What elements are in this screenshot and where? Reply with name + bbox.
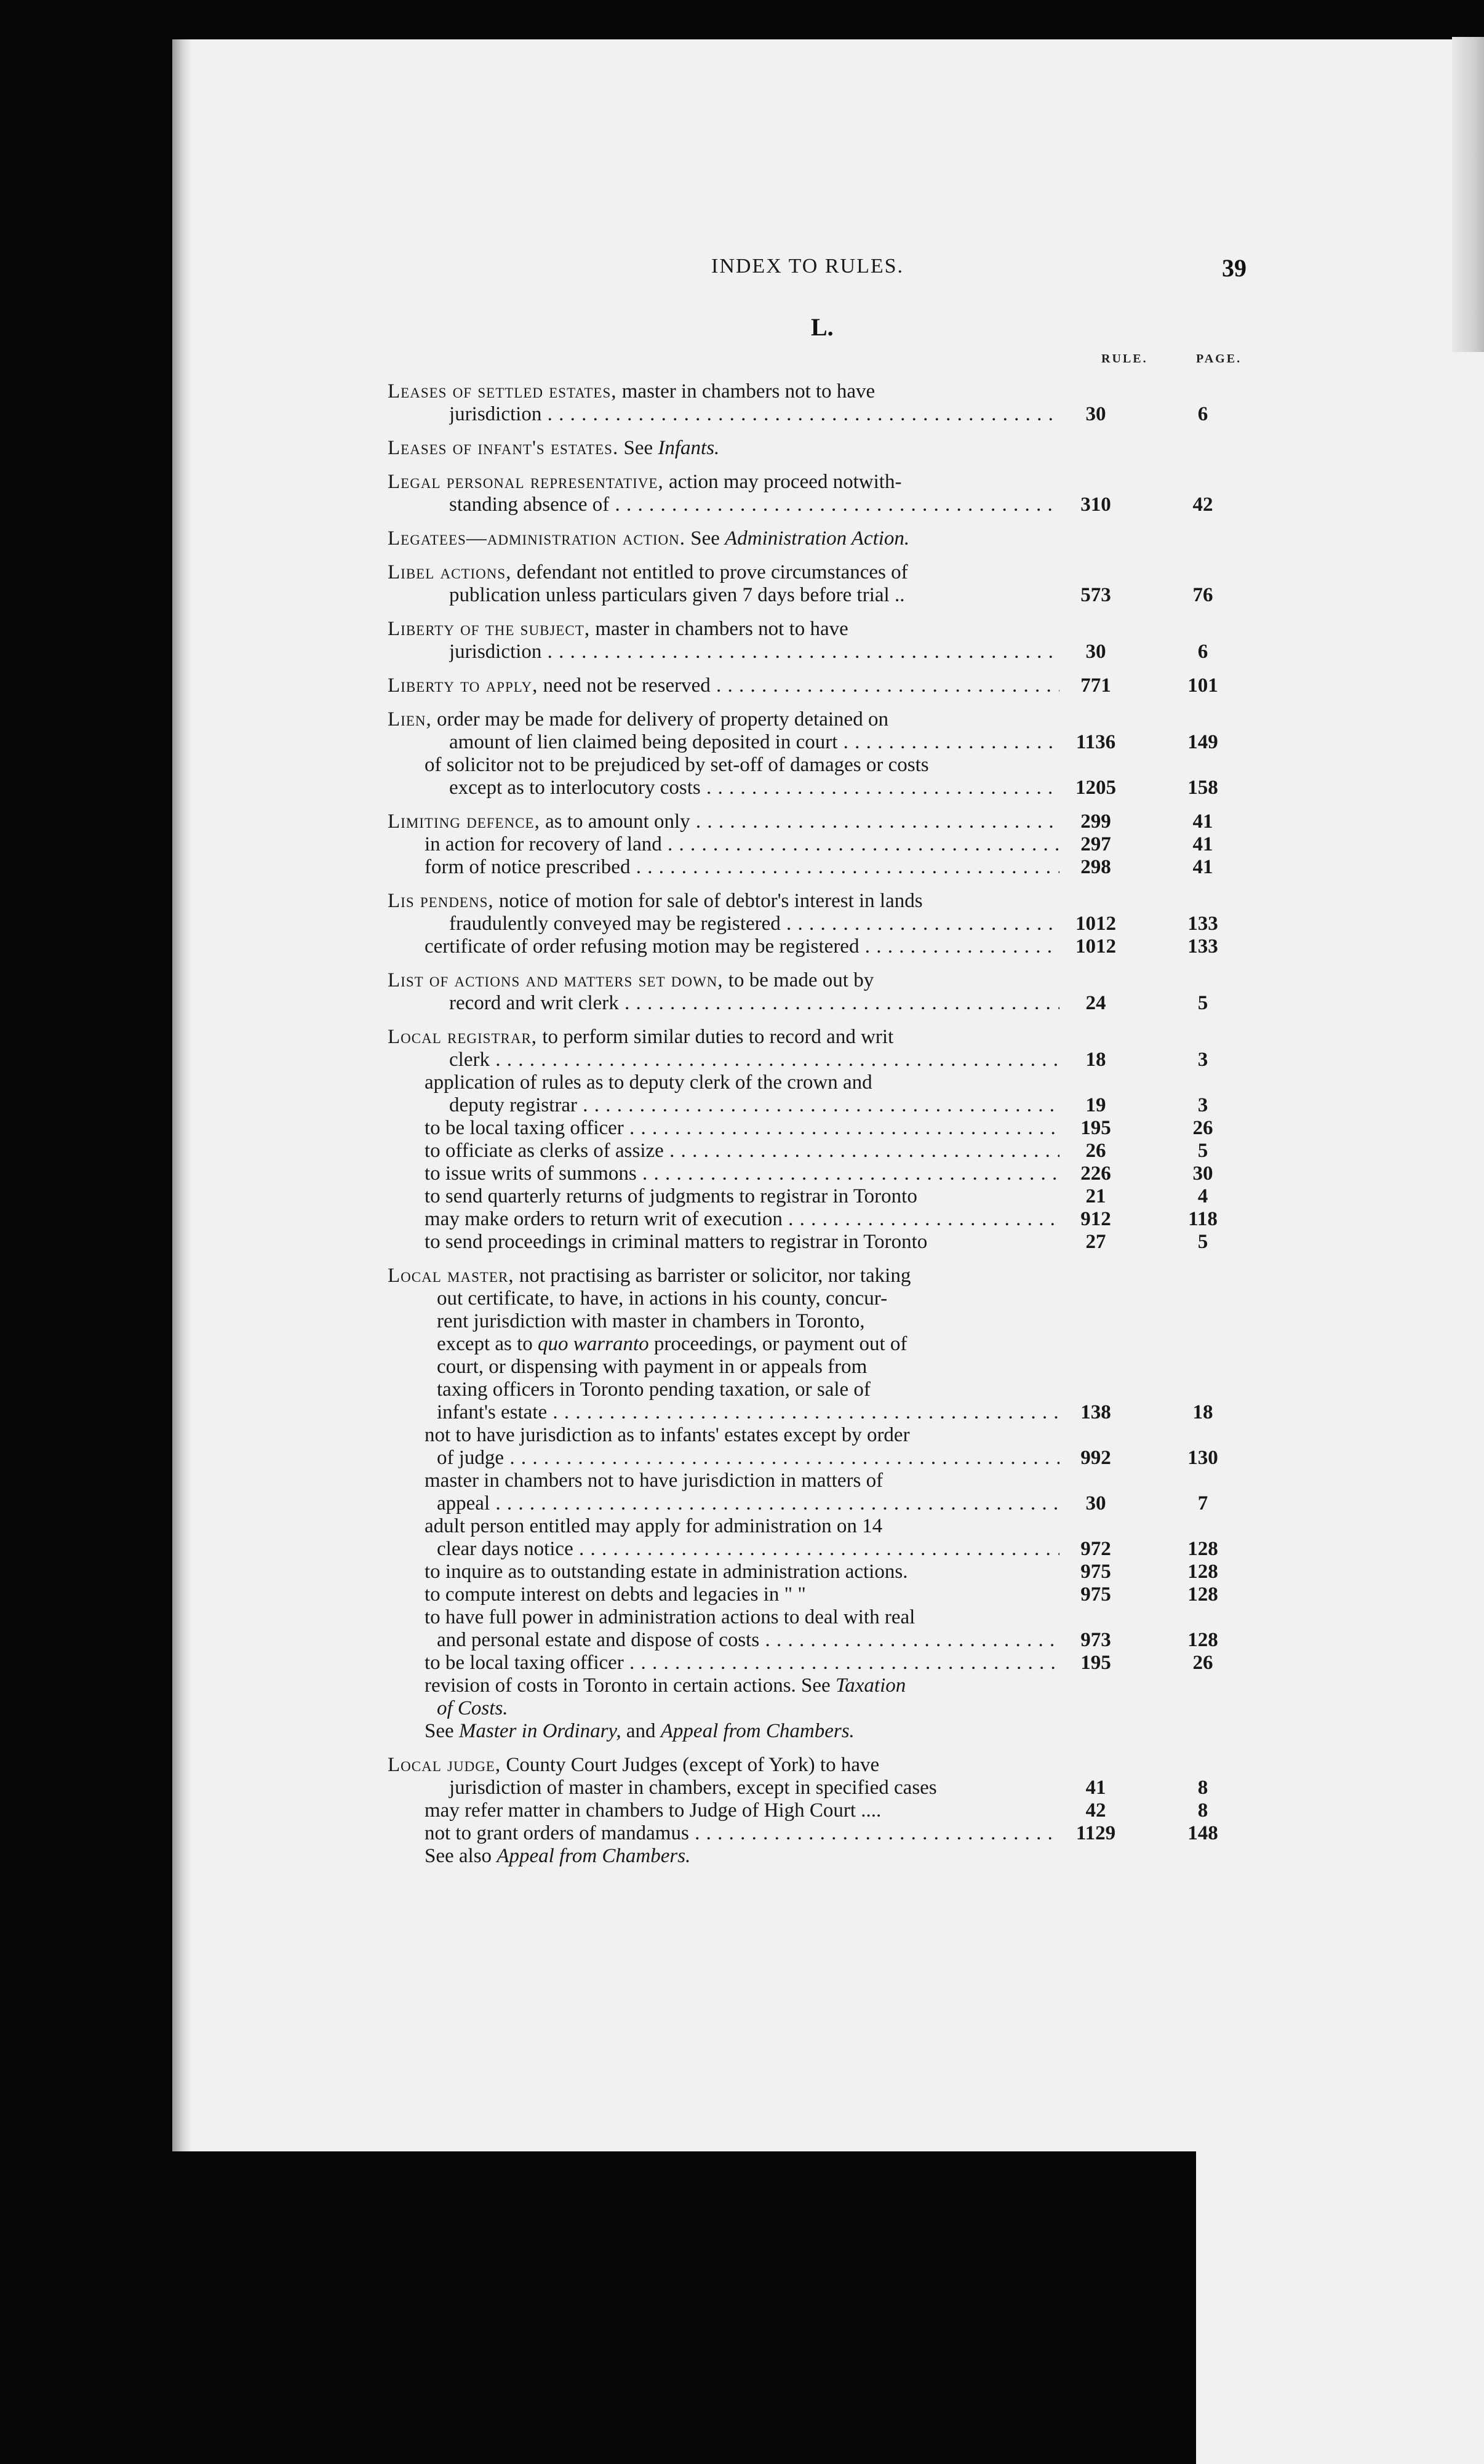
index-line xyxy=(388,618,1274,641)
index-line xyxy=(388,584,1274,607)
page-reference: 76 xyxy=(1192,584,1213,606)
entry-text: proceedings, or payment out of xyxy=(648,1333,908,1355)
page-reference: 5 xyxy=(1197,1140,1208,1162)
index-line xyxy=(388,641,1274,663)
index-line xyxy=(388,1845,1274,1868)
rule-number: 41 xyxy=(1085,1777,1106,1799)
index-line-text xyxy=(425,1515,1059,1538)
entry-text: jurisdiction xyxy=(449,641,542,663)
page-reference: 18 xyxy=(1192,1401,1213,1423)
rule-number: 972 xyxy=(1080,1538,1111,1560)
entry-heading: Local registrar, xyxy=(388,1026,538,1048)
rule-number: 573 xyxy=(1080,584,1111,606)
index-line-text xyxy=(449,1094,1059,1117)
entry-text: to send proceedings in criminal matters to registrar in Toronto xyxy=(425,1231,928,1253)
page-gutter-shadow xyxy=(172,39,191,2151)
entry-text: revision of costs in Toronto in certain actions. See xyxy=(425,1674,836,1697)
entry-text: out certificate, to have, in actions in his county, concur- xyxy=(437,1287,888,1310)
index-line xyxy=(388,1310,1274,1333)
index-line-text xyxy=(449,494,1059,516)
entry-text: master in chambers not to have jurisdiction in matters of xyxy=(425,1470,884,1492)
index-line xyxy=(388,1754,1274,1777)
entry-text: except as to interlocutory costs xyxy=(449,777,701,799)
page-reference: 42 xyxy=(1192,494,1213,516)
index-line xyxy=(388,1208,1274,1231)
entry-heading: List of actions and matters set down, xyxy=(388,969,724,991)
entry-text: fraudulently conveyed may be registered xyxy=(449,913,781,935)
entry-text: may make orders to return writ of execution xyxy=(425,1208,783,1230)
rule-number: 226 xyxy=(1080,1162,1111,1185)
entry-heading: Lis pendens, xyxy=(388,890,494,912)
entry-text: to officiate as clerks of assize xyxy=(425,1140,664,1162)
entry-text: to be local taxing officer xyxy=(425,1117,624,1139)
rule-number: 138 xyxy=(1080,1401,1111,1423)
rule-number: 912 xyxy=(1080,1208,1111,1230)
entry-text: County Court Judges (except of York) to have xyxy=(501,1754,880,1776)
index-line-text xyxy=(437,1447,1059,1470)
index-line-text xyxy=(388,380,1059,403)
entry-text: infant's estate xyxy=(437,1401,548,1423)
rule-number: 1136 xyxy=(1075,731,1116,753)
entry-text: amount of lien claimed being deposited in court xyxy=(449,731,838,753)
section-letter: L. xyxy=(811,313,834,341)
index-line xyxy=(388,1674,1274,1697)
index-line xyxy=(388,1117,1274,1140)
entry-cross-reference: Appeal from Chambers. xyxy=(497,1845,691,1867)
index-line xyxy=(388,810,1274,833)
page-reference: 118 xyxy=(1188,1208,1218,1230)
index-line-text xyxy=(388,969,1059,992)
page-reference: 7 xyxy=(1197,1492,1208,1514)
index-line xyxy=(388,1515,1274,1538)
page-reference: 6 xyxy=(1197,641,1208,663)
index-line-text xyxy=(425,1561,1059,1583)
index-line-text xyxy=(425,1799,1059,1822)
rule-number: 19 xyxy=(1085,1094,1106,1116)
entry-text: standing absence of xyxy=(449,494,610,516)
page-reference: 41 xyxy=(1192,856,1213,878)
rule-number: 298 xyxy=(1080,856,1111,878)
rule-number: 975 xyxy=(1080,1583,1111,1606)
index-line-text xyxy=(449,403,1059,426)
running-header: INDEX TO RULES. xyxy=(711,255,904,278)
rule-number: 771 xyxy=(1080,674,1111,697)
index-line-text xyxy=(388,890,1059,913)
entry-text: to be made out by xyxy=(723,969,874,991)
rule-number: 299 xyxy=(1080,810,1111,833)
entry-cross-reference: Taxation xyxy=(835,1674,906,1697)
entry-text: clerk xyxy=(449,1049,490,1071)
index-line-text xyxy=(388,527,1059,550)
entry-text: See xyxy=(618,437,658,459)
entry-text: certificate of order refusing motion may be registered xyxy=(425,935,860,958)
entry-text: jurisdiction of master in chambers, except in specified cases xyxy=(449,1777,937,1799)
index-line-text xyxy=(449,641,1059,663)
entry-text: defendant not entitled to prove circumstances of xyxy=(511,561,908,583)
index-line xyxy=(388,1447,1274,1470)
entry-text: See xyxy=(425,1720,459,1742)
index-line xyxy=(388,1185,1274,1208)
index-line xyxy=(388,1231,1274,1254)
index-line xyxy=(388,856,1274,879)
index-line-text xyxy=(437,1538,1059,1561)
index-line-text xyxy=(388,810,1059,833)
index-line xyxy=(388,1026,1274,1049)
index-line-text xyxy=(425,1185,1059,1208)
index-line-text xyxy=(449,731,1059,754)
page-reference: 6 xyxy=(1197,403,1208,425)
page-reference: 5 xyxy=(1197,992,1208,1014)
entry-text: master in chambers not to have xyxy=(590,618,848,640)
entry-text: of judge xyxy=(437,1447,505,1469)
index-line-text xyxy=(425,1231,1059,1254)
entry-heading: Legatees—administration action. xyxy=(388,527,685,550)
page-reference: 41 xyxy=(1192,833,1213,855)
page-reference: 5 xyxy=(1197,1231,1208,1253)
index-line-text xyxy=(437,1378,1059,1401)
index-line xyxy=(388,1265,1274,1287)
index-line xyxy=(388,1583,1274,1606)
page-reference: 128 xyxy=(1187,1561,1218,1583)
entry-heading: Liberty of the subject, xyxy=(388,618,591,640)
index-line xyxy=(388,1140,1274,1162)
entry-heading: Liberty to apply, xyxy=(388,674,538,697)
index-line xyxy=(388,708,1274,731)
entry-text: application of rules as to deputy clerk of the crown and xyxy=(425,1071,872,1094)
page-reference: 128 xyxy=(1187,1583,1218,1606)
entry-cross-reference: quo warranto xyxy=(538,1333,649,1355)
entry-cross-reference: Infants. xyxy=(658,437,720,459)
index-line-text xyxy=(425,1117,1059,1140)
index-line-text xyxy=(425,1606,1059,1629)
rule-number: 24 xyxy=(1085,992,1106,1014)
entry-heading: Limiting defence, xyxy=(388,810,540,833)
index-line-text xyxy=(388,471,1059,494)
entry-text: taxing officers in Toronto pending taxation, or sale of xyxy=(437,1378,871,1401)
entry-text: to send quarterly returns of judgments to registrar in Toronto xyxy=(425,1185,917,1207)
index-line-text xyxy=(388,1265,1059,1287)
index-line xyxy=(388,1287,1274,1310)
entry-text: form of notice prescribed xyxy=(425,856,631,878)
page-reference: 3 xyxy=(1197,1049,1208,1071)
index-line-text xyxy=(437,1333,1059,1356)
entry-text: to compute interest on debts and legacies in " " xyxy=(425,1583,806,1606)
index-line-text xyxy=(425,1652,1059,1674)
entry-text: to inquire as to outstanding estate in administration actions. xyxy=(425,1561,908,1583)
page-reference: 130 xyxy=(1187,1447,1218,1469)
index-line-text xyxy=(449,777,1059,799)
index-line xyxy=(388,731,1274,754)
index-line-text xyxy=(425,1845,1059,1868)
entry-text: to be local taxing officer xyxy=(425,1652,624,1674)
index-line-text xyxy=(425,1822,1059,1845)
index-line xyxy=(388,1470,1274,1492)
entry-text: master in chambers not to have xyxy=(616,380,876,402)
index-line-text xyxy=(425,1583,1059,1606)
index-line-text xyxy=(388,1754,1059,1777)
rule-number: 21 xyxy=(1085,1185,1106,1207)
entry-text: not to have jurisdiction as to infants' estates except by order xyxy=(425,1424,910,1446)
rule-number: 297 xyxy=(1080,833,1111,855)
entry-heading: Local judge, xyxy=(388,1754,501,1776)
index-line-text xyxy=(425,856,1059,879)
index-line xyxy=(388,1652,1274,1674)
entry-cross-reference: of Costs. xyxy=(437,1697,508,1719)
index-line xyxy=(388,1094,1274,1117)
index-line-text xyxy=(425,935,1059,958)
page-reference: 158 xyxy=(1187,777,1218,799)
index-line xyxy=(388,674,1274,697)
index-line xyxy=(388,969,1274,992)
index-line-text xyxy=(425,754,1059,777)
index-line xyxy=(388,890,1274,913)
index-line xyxy=(388,833,1274,856)
index-line-text xyxy=(388,618,1059,641)
page-column-header: PAGE. xyxy=(1196,352,1484,2464)
entry-text: See xyxy=(685,527,725,550)
index-line-text xyxy=(388,561,1059,584)
entry-text: may refer matter in chambers to Judge of High Court .... xyxy=(425,1799,882,1822)
page-reference: 101 xyxy=(1187,674,1218,697)
index-line-text xyxy=(449,1049,1059,1071)
index-line xyxy=(388,1492,1274,1515)
rule-number: 27 xyxy=(1085,1231,1106,1253)
index-line-text xyxy=(425,1674,1059,1697)
page-reference: 128 xyxy=(1187,1629,1218,1651)
index-entries xyxy=(388,369,1274,1868)
page-reference: 4 xyxy=(1197,1185,1208,1207)
page-number: 39 xyxy=(1222,254,1247,282)
rule-number: 30 xyxy=(1085,403,1106,425)
entry-text: clear days notice xyxy=(437,1538,573,1560)
index-line xyxy=(388,1401,1274,1424)
page-reference: 41 xyxy=(1192,810,1213,833)
index-line xyxy=(388,992,1274,1015)
index-line-text xyxy=(437,1629,1059,1652)
rule-number: 30 xyxy=(1085,641,1106,663)
index-line-text xyxy=(449,584,1059,607)
page-reference: 133 xyxy=(1187,935,1218,958)
index-line-text xyxy=(425,1162,1059,1185)
entry-text: See also xyxy=(425,1845,497,1867)
page-reference: 8 xyxy=(1197,1777,1208,1799)
entry-text: to have full power in administration actions to deal with real xyxy=(425,1606,916,1628)
entry-text: to perform similar duties to record and writ xyxy=(537,1026,894,1048)
entry-text: rent jurisdiction with master in chambers in Toronto, xyxy=(437,1310,865,1332)
rule-number: 30 xyxy=(1085,1492,1106,1514)
entry-cross-reference: Master in Ordinary, xyxy=(458,1720,621,1742)
rule-number: 195 xyxy=(1080,1652,1111,1674)
page-reference: 26 xyxy=(1192,1117,1213,1139)
index-line-text xyxy=(388,674,1059,697)
index-line xyxy=(388,1049,1274,1071)
index-line xyxy=(388,1378,1274,1401)
index-line xyxy=(388,1356,1274,1378)
index-line xyxy=(388,1424,1274,1447)
index-line xyxy=(388,1333,1274,1356)
index-line xyxy=(388,913,1274,935)
index-line xyxy=(388,1561,1274,1583)
rule-number: 42 xyxy=(1085,1799,1106,1822)
entry-text: record and writ clerk xyxy=(449,992,619,1014)
index-line xyxy=(388,437,1274,460)
index-line xyxy=(388,1799,1274,1822)
index-line xyxy=(388,1606,1274,1629)
page-reference: 149 xyxy=(1187,731,1218,753)
rule-column-header: RULE. xyxy=(1101,352,1148,366)
entry-text: to issue writs of summons xyxy=(425,1162,637,1185)
rule-number: 1012 xyxy=(1075,935,1116,958)
rule-number: 992 xyxy=(1080,1447,1111,1469)
entry-text: notice of motion for sale of debtor's interest in lands xyxy=(493,890,923,912)
index-line xyxy=(388,754,1274,777)
index-line-text xyxy=(449,992,1059,1015)
index-line-text xyxy=(425,1140,1059,1162)
index-line xyxy=(388,1822,1274,1845)
rule-number: 973 xyxy=(1080,1629,1111,1651)
entry-text: action may proceed notwith- xyxy=(663,471,902,493)
entry-text: and xyxy=(621,1720,661,1742)
entry-heading: Lien, xyxy=(388,708,432,730)
index-line-text xyxy=(437,1310,1059,1333)
rule-number: 26 xyxy=(1085,1140,1106,1162)
page-reference: 128 xyxy=(1187,1538,1218,1560)
entry-cross-reference: Administration Action. xyxy=(725,527,910,550)
page-reference: 3 xyxy=(1197,1094,1208,1116)
index-line-text xyxy=(449,913,1059,935)
index-line-text xyxy=(425,1470,1059,1492)
page-reference: 30 xyxy=(1192,1162,1213,1185)
entry-text: deputy registrar xyxy=(449,1094,578,1116)
entry-text: as to amount only xyxy=(540,810,690,833)
entry-text: in action for recovery of land xyxy=(425,833,662,855)
index-line-text xyxy=(449,1777,1059,1799)
index-line xyxy=(388,471,1274,494)
rule-number: 18 xyxy=(1085,1049,1106,1071)
rule-number: 1205 xyxy=(1075,777,1116,799)
rule-number: 975 xyxy=(1080,1561,1111,1583)
index-line-text xyxy=(437,1287,1059,1310)
rule-number: 1129 xyxy=(1075,1822,1116,1844)
index-line xyxy=(388,935,1274,958)
page-reference: 26 xyxy=(1192,1652,1213,1674)
entry-text: publication unless particulars given 7 days before trial .. xyxy=(449,584,905,606)
index-line-text xyxy=(425,1720,1059,1743)
entry-text: appeal xyxy=(437,1492,490,1514)
entry-text: adult person entitled may apply for administration on 14 xyxy=(425,1515,883,1537)
index-line-text xyxy=(437,1356,1059,1378)
entry-text: order may be made for delivery of property detained on xyxy=(431,708,888,730)
index-line-text xyxy=(437,1492,1059,1515)
index-line xyxy=(388,1720,1274,1743)
page-reference: 148 xyxy=(1187,1822,1218,1844)
index-line xyxy=(388,1629,1274,1652)
rule-number: 1012 xyxy=(1075,913,1116,935)
index-line xyxy=(388,1071,1274,1094)
entry-text: of solicitor not to be prejudiced by set-off of damages or costs xyxy=(425,754,929,776)
entry-heading: Libel actions, xyxy=(388,561,512,583)
entry-heading: Leases of infant's estates. xyxy=(388,437,619,459)
entry-heading: Leases of settled estates, xyxy=(388,380,617,402)
entry-cross-reference: Appeal from Chambers. xyxy=(660,1720,855,1742)
index-line xyxy=(388,777,1274,799)
index-line xyxy=(388,1538,1274,1561)
index-line-text xyxy=(437,1401,1059,1424)
index-line xyxy=(388,1777,1274,1799)
index-line xyxy=(388,403,1274,426)
index-line-text xyxy=(425,833,1059,856)
index-line-text xyxy=(388,708,1059,731)
entry-text: not practising as barrister or solicitor, nor taking xyxy=(514,1265,911,1287)
rule-number: 310 xyxy=(1080,494,1111,516)
index-line xyxy=(388,527,1274,550)
index-line xyxy=(388,1697,1274,1720)
page-reference: 8 xyxy=(1197,1799,1208,1822)
entry-heading: Legal personal representative, xyxy=(388,471,664,493)
index-line xyxy=(388,1162,1274,1185)
index-line-text xyxy=(425,1208,1059,1231)
index-line-text xyxy=(437,1697,1059,1720)
entry-text: and personal estate and dispose of costs xyxy=(437,1629,760,1651)
index-line-text xyxy=(425,1071,1059,1094)
page-reference: 133 xyxy=(1187,913,1218,935)
entry-text: court, or dispensing with payment in or appeals from xyxy=(437,1356,868,1378)
entry-heading: Local master, xyxy=(388,1265,514,1287)
entry-text: not to grant orders of mandamus xyxy=(425,1822,689,1844)
index-line xyxy=(388,561,1274,584)
entry-text: jurisdiction xyxy=(449,403,542,425)
entry-text: except as to xyxy=(437,1333,538,1355)
index-line-text xyxy=(388,1026,1059,1049)
index-line-text xyxy=(425,1424,1059,1447)
index-line-text xyxy=(388,437,1059,460)
rule-number: 195 xyxy=(1080,1117,1111,1139)
index-line xyxy=(388,380,1274,403)
entry-text: need not be reserved xyxy=(538,674,711,697)
index-line xyxy=(388,494,1274,516)
